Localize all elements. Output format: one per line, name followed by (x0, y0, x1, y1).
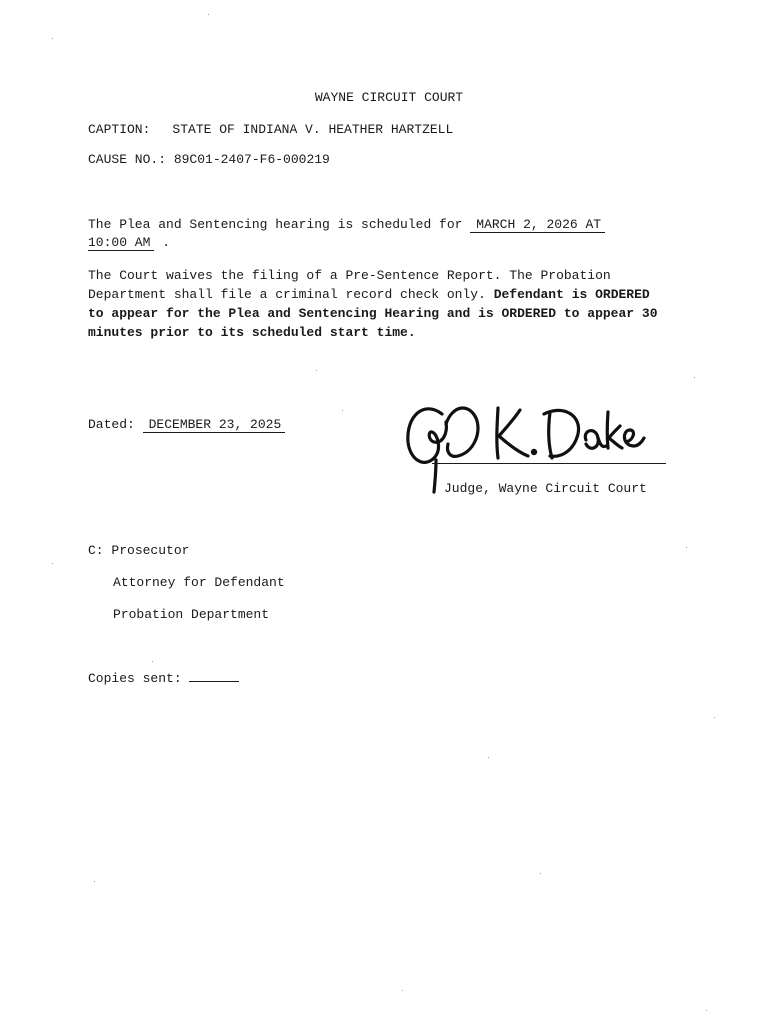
scan-speck (52, 38, 53, 39)
hearing-date: MARCH 2, 2026 AT (470, 218, 605, 233)
copies-label: Copies sent: (88, 671, 182, 686)
order-bold-text: Defendant is ORDERED to appear for the Plea and Sentencing Hearing and is ORDERED to appear 30 minutes prior to its scheduled start time. (88, 287, 658, 340)
distribution-item: Prosecutor (111, 543, 190, 558)
dated-value: DECEMBER 23, 2025 (143, 418, 286, 433)
scan-speck (540, 873, 541, 874)
caption-line (88, 122, 453, 137)
scan-speck (94, 881, 95, 882)
scan-speck (686, 547, 687, 548)
distribution-label-line (88, 543, 189, 558)
distribution-item: Probation Department (113, 607, 270, 622)
copies-blank (189, 669, 239, 682)
scan-speck (714, 717, 715, 718)
hearing-period: . (162, 235, 171, 250)
caption-label: CAPTION: (88, 122, 151, 137)
signature-line (432, 463, 666, 464)
scan-speck (694, 377, 695, 378)
copies-sent-line (88, 669, 239, 686)
distribution-item: Attorney for Defendant (113, 575, 285, 590)
scan-speck (316, 370, 317, 371)
distribution-label: C: (88, 543, 104, 558)
scan-speck (706, 1010, 707, 1011)
scan-speck (488, 757, 489, 758)
cause-label: CAUSE NO.: (88, 152, 167, 167)
cause-value: 89C01-2407-F6-000219 (173, 152, 330, 167)
hearing-text: The Plea and Sentencing hearing is scheduled for (88, 217, 463, 232)
scan-speck (152, 661, 153, 662)
order-paragraph (88, 266, 658, 342)
dated-line (88, 417, 285, 433)
hearing-time: 10:00 AM (88, 236, 154, 251)
caption-value: STATE OF INDIANA V. HEATHER HARTZELL (172, 122, 454, 137)
cause-number-line (88, 152, 330, 167)
scan-speck (208, 14, 209, 15)
judge-title: Judge, Wayne Circuit Court (444, 481, 647, 496)
scan-speck (52, 563, 53, 564)
judge-signature (402, 394, 648, 494)
scan-speck (402, 990, 403, 991)
hearing-schedule (88, 216, 648, 252)
scan-speck (342, 410, 343, 411)
dated-label: Dated: (88, 417, 135, 432)
court-title: WAYNE CIRCUIT COURT (314, 90, 464, 105)
order-plain-text: The Court waives the filing of a Pre-Sentence Report. The Probation Department shall file a criminal record check only. (88, 268, 611, 302)
